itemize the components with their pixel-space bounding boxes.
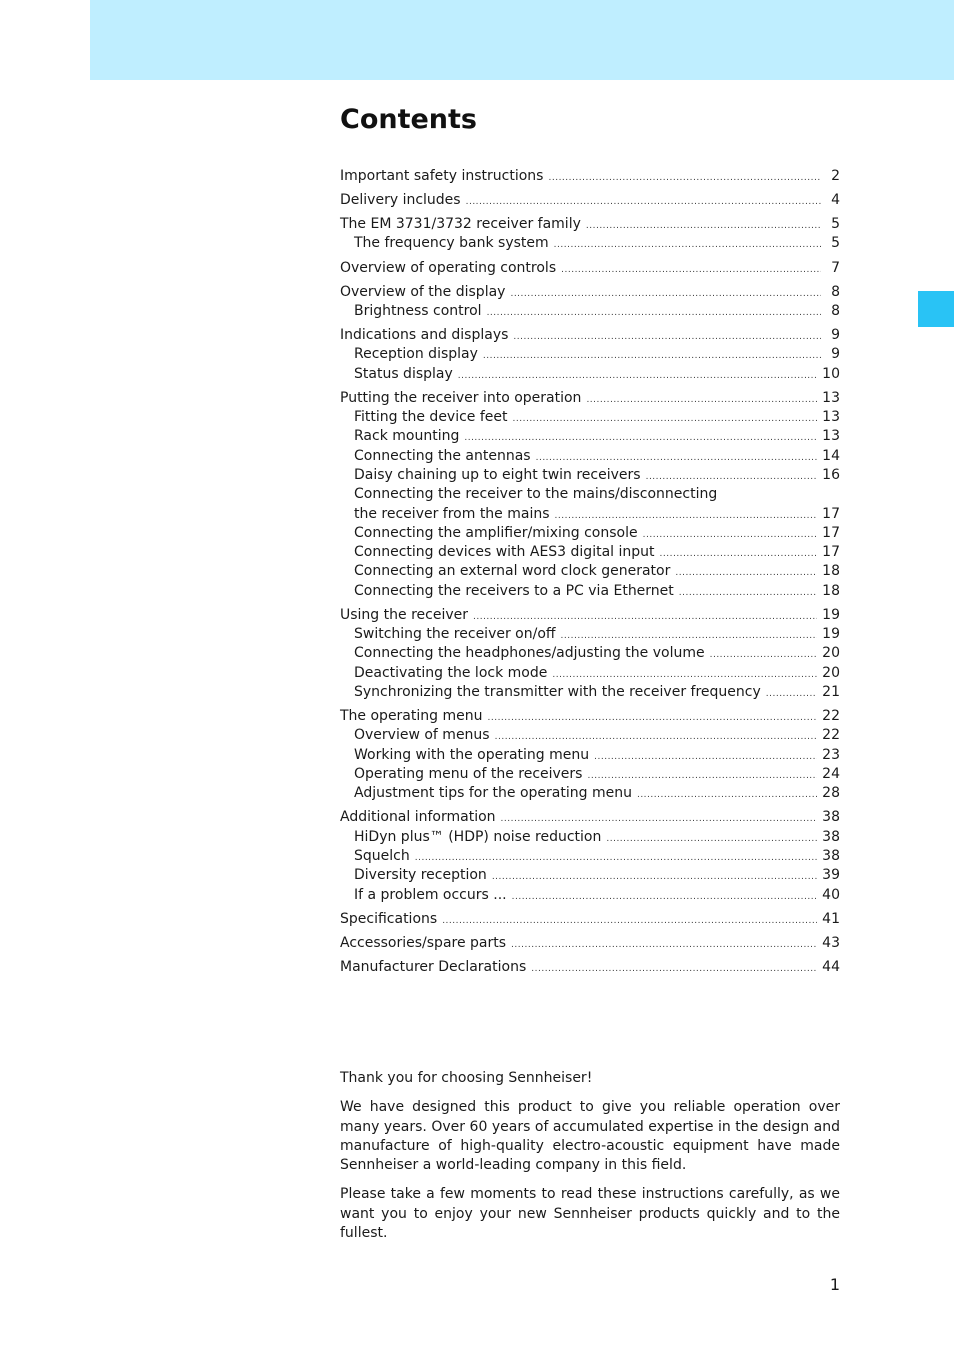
toc-entry-page: 5 — [831, 216, 840, 233]
toc-dot-leader — [606, 830, 817, 849]
toc-group — [340, 326, 840, 384]
toc-group — [340, 191, 840, 210]
toc-entry-label: Squelch — [354, 847, 410, 864]
toc-subentry[interactable] — [340, 886, 840, 905]
toc-dot-leader — [679, 584, 817, 603]
toc-entry-page: 17 — [822, 544, 840, 561]
toc-entry[interactable] — [340, 910, 840, 929]
toc-entry-label: Reception display — [354, 346, 478, 363]
toc-entry[interactable] — [340, 326, 840, 345]
table-of-contents — [340, 167, 840, 982]
toc-entry-page: 8 — [831, 302, 840, 319]
toc-dot-leader — [483, 347, 821, 366]
toc-entry[interactable] — [340, 389, 840, 408]
toc-group — [340, 958, 840, 977]
toc-dot-leader — [487, 304, 821, 323]
toc-entry-label: Overview of the display — [340, 283, 506, 300]
toc-entry-page: 41 — [822, 910, 840, 927]
toc-group — [340, 167, 840, 186]
toc-group — [340, 808, 840, 904]
toc-group — [340, 910, 840, 929]
toc-entry-page: 22 — [822, 727, 840, 744]
toc-subentry[interactable] — [340, 847, 840, 866]
toc-entry-page: 44 — [822, 958, 840, 975]
toc-entry-page: 19 — [822, 606, 840, 623]
toc-subentry[interactable] — [340, 726, 840, 745]
toc-dot-leader — [548, 169, 821, 188]
toc-entry-page: 17 — [822, 505, 840, 522]
toc-entry-page: 28 — [822, 785, 840, 802]
toc-group — [340, 259, 840, 278]
toc-entry-page: 38 — [822, 828, 840, 845]
toc-entry-label: The operating menu — [340, 708, 483, 725]
toc-entry-page: 13 — [822, 428, 840, 445]
toc-entry-label: Daisy chaining up to eight twin receivers — [354, 466, 641, 483]
toc-entry-page: 18 — [822, 582, 840, 599]
toc-dot-leader — [492, 868, 817, 887]
toc-group — [340, 283, 840, 322]
toc-entry-page: 2 — [831, 168, 840, 184]
toc-entry[interactable] — [340, 283, 840, 302]
toc-dot-leader — [675, 564, 817, 583]
toc-dot-leader — [660, 545, 818, 564]
toc-entry-label: Connecting the antennas — [354, 447, 531, 464]
toc-entry-page: 4 — [831, 192, 840, 209]
toc-subentry[interactable] — [340, 485, 840, 504]
toc-dot-leader — [442, 912, 817, 931]
intro-paragraph-2: Please take a few moments to read these instructions carefully, as we want you to enjoy your new Sennheiser products quickly and to the fullest. — [340, 1186, 840, 1242]
toc-entry-label: Deactivating the lock mode — [354, 664, 548, 681]
toc-entry-page: 20 — [822, 664, 840, 681]
toc-entry-label: Indications and displays — [340, 327, 509, 344]
toc-entry-page: 23 — [822, 746, 840, 763]
toc-dot-leader — [643, 526, 818, 545]
toc-subentry[interactable] — [340, 234, 840, 253]
section-tab-marker — [918, 291, 954, 327]
intro-thanks: Thank you for choosing Sennheiser! — [340, 1070, 593, 1086]
toc-entry-page: 40 — [822, 886, 840, 903]
toc-group — [340, 606, 840, 702]
toc-entry-page: 10 — [822, 365, 840, 382]
toc-subentry[interactable] — [340, 644, 840, 663]
toc-subentry[interactable] — [340, 543, 840, 562]
toc-subentry[interactable] — [340, 408, 840, 427]
toc-entry-page: 18 — [822, 563, 840, 580]
toc-dot-leader — [586, 217, 821, 236]
toc-subentry[interactable] — [340, 427, 840, 446]
toc-entry-label: the receiver from the mains — [354, 505, 550, 522]
toc-dot-leader — [594, 748, 817, 767]
toc-dot-leader — [487, 709, 817, 728]
toc-entry[interactable] — [340, 707, 840, 726]
toc-entry-label: The EM 3731/3732 receiver family — [340, 216, 581, 233]
toc-dot-leader — [513, 410, 818, 429]
toc-entry[interactable] — [340, 606, 840, 625]
toc-dot-leader — [710, 646, 818, 665]
toc-dot-leader — [513, 328, 821, 347]
toc-entry-page: 43 — [822, 934, 840, 951]
toc-group — [340, 707, 840, 803]
toc-subentry[interactable] — [340, 582, 840, 601]
toc-entry-label: Switching the receiver on/off — [354, 626, 556, 643]
toc-dot-leader — [512, 888, 818, 907]
toc-dot-leader — [511, 936, 817, 955]
toc-entry-page: 9 — [831, 346, 840, 363]
toc-subentry[interactable] — [340, 625, 840, 644]
toc-entry-label: Status display — [354, 365, 453, 382]
toc-entry-label: Specifications — [340, 910, 438, 927]
toc-entry-label: Brightness control — [354, 302, 482, 319]
toc-entry-page: 38 — [822, 809, 840, 826]
header-band — [90, 0, 954, 80]
toc-entry-page: 13 — [822, 389, 840, 406]
page-title: Contents — [340, 104, 478, 135]
toc-entry-label: Diversity reception — [354, 867, 487, 884]
toc-subentry[interactable] — [340, 302, 840, 321]
toc-subentry[interactable] — [340, 664, 840, 683]
toc-group — [340, 389, 840, 601]
toc-entry-page: 14 — [822, 447, 840, 464]
toc-subentry[interactable] — [340, 505, 840, 524]
toc-subentry[interactable] — [340, 784, 840, 803]
toc-entry-label: The frequency bank system — [354, 235, 549, 252]
toc-group — [340, 934, 840, 953]
toc-entry-label: Manufacturer Declarations — [340, 958, 527, 975]
toc-entry-page: 7 — [831, 259, 840, 276]
toc-entry-page: 9 — [831, 327, 840, 344]
toc-entry-label: Connecting the headphones/adjusting the volume — [354, 645, 705, 662]
toc-group — [340, 215, 840, 254]
toc-entry-label: Delivery includes — [340, 192, 461, 209]
toc-dot-leader — [466, 193, 821, 212]
toc-entry-page: 17 — [822, 524, 840, 541]
toc-subentry[interactable] — [340, 562, 840, 581]
toc-entry-label: If a problem occurs ... — [354, 886, 507, 903]
toc-subentry[interactable] — [340, 828, 840, 847]
toc-subentry[interactable] — [340, 765, 840, 784]
toc-entry-label: Connecting the amplifier/mixing console — [354, 524, 638, 541]
toc-entry-label: Connecting the receivers to a PC via Ethernet — [354, 582, 674, 599]
toc-entry-label: Putting the receiver into operation — [340, 389, 582, 406]
toc-entry-label: Rack mounting — [354, 428, 460, 445]
toc-entry-label: Working with the operating menu — [354, 746, 590, 763]
toc-entry[interactable] — [340, 167, 840, 186]
toc-entry-label: Using the receiver — [340, 606, 468, 623]
toc-entry-page: 21 — [822, 684, 840, 700]
toc-entry-label: Adjustment tips for the operating menu — [354, 785, 632, 802]
toc-entry[interactable] — [340, 259, 840, 278]
toc-subentry[interactable] — [340, 524, 840, 543]
intro-text — [340, 1069, 840, 1253]
toc-entry-page: 24 — [822, 765, 840, 782]
toc-entry-label: HiDyn plus™ (HDP) noise reduction — [354, 828, 602, 845]
toc-subentry[interactable] — [340, 746, 840, 765]
toc-entry-page: 22 — [822, 708, 840, 725]
toc-entry[interactable] — [340, 934, 840, 953]
toc-subentry[interactable] — [340, 466, 840, 485]
toc-entry-label: Important safety instructions — [340, 168, 544, 184]
toc-dot-leader — [586, 391, 817, 410]
toc-entry-label: Additional information — [340, 809, 496, 826]
toc-dot-leader — [510, 285, 821, 304]
toc-entry-page: 16 — [822, 466, 840, 483]
page-number: 1 — [829, 1275, 840, 1294]
toc-dot-leader — [531, 960, 817, 979]
toc-entry-label: Overview of operating controls — [340, 259, 557, 276]
toc-entry-label: Synchronizing the transmitter with the receiver frequency — [354, 684, 761, 700]
toc-subentry[interactable] — [340, 683, 840, 702]
toc-entry-page: 39 — [822, 867, 840, 884]
toc-entry-page: 5 — [831, 235, 840, 252]
toc-entry-page: 20 — [822, 645, 840, 662]
toc-subentry[interactable] — [340, 866, 840, 885]
toc-entry[interactable] — [340, 808, 840, 827]
toc-entry-page: 19 — [822, 626, 840, 643]
toc-entry-label: Fitting the device feet — [354, 409, 508, 426]
toc-entry-label: Overview of menus — [354, 727, 490, 744]
toc-dot-leader — [554, 236, 821, 255]
toc-dot-leader — [637, 786, 817, 805]
toc-entry[interactable] — [340, 215, 840, 234]
toc-dot-leader — [458, 367, 817, 386]
toc-entry-page: 38 — [822, 847, 840, 864]
intro-paragraph-1: We have designed this product to give you reliable operation over many years. Over 60 years of accumulated expertise in the design and manufacture of high-quality electro-acoustic equipment have made Sennheiser a world-leading company in this field. — [340, 1099, 840, 1174]
toc-entry-page: 8 — [831, 283, 840, 300]
toc-entry-label: Connecting devices with AES3 digital input — [354, 544, 655, 561]
toc-subentry[interactable] — [340, 447, 840, 466]
toc-dot-leader — [561, 261, 821, 280]
toc-entry-label: Connecting the receiver to the mains/disconnecting — [354, 486, 718, 503]
toc-entry-page: 13 — [822, 409, 840, 426]
toc-subentry[interactable] — [340, 365, 840, 384]
toc-entry-label: Operating menu of the receivers — [354, 765, 583, 782]
toc-entry[interactable] — [340, 191, 840, 210]
toc-dot-leader — [766, 685, 817, 704]
toc-entry[interactable] — [340, 958, 840, 977]
toc-entry-label: Connecting an external word clock generator — [354, 563, 671, 580]
toc-entry-label: Accessories/spare parts — [340, 934, 507, 951]
toc-subentry[interactable] — [340, 345, 840, 364]
